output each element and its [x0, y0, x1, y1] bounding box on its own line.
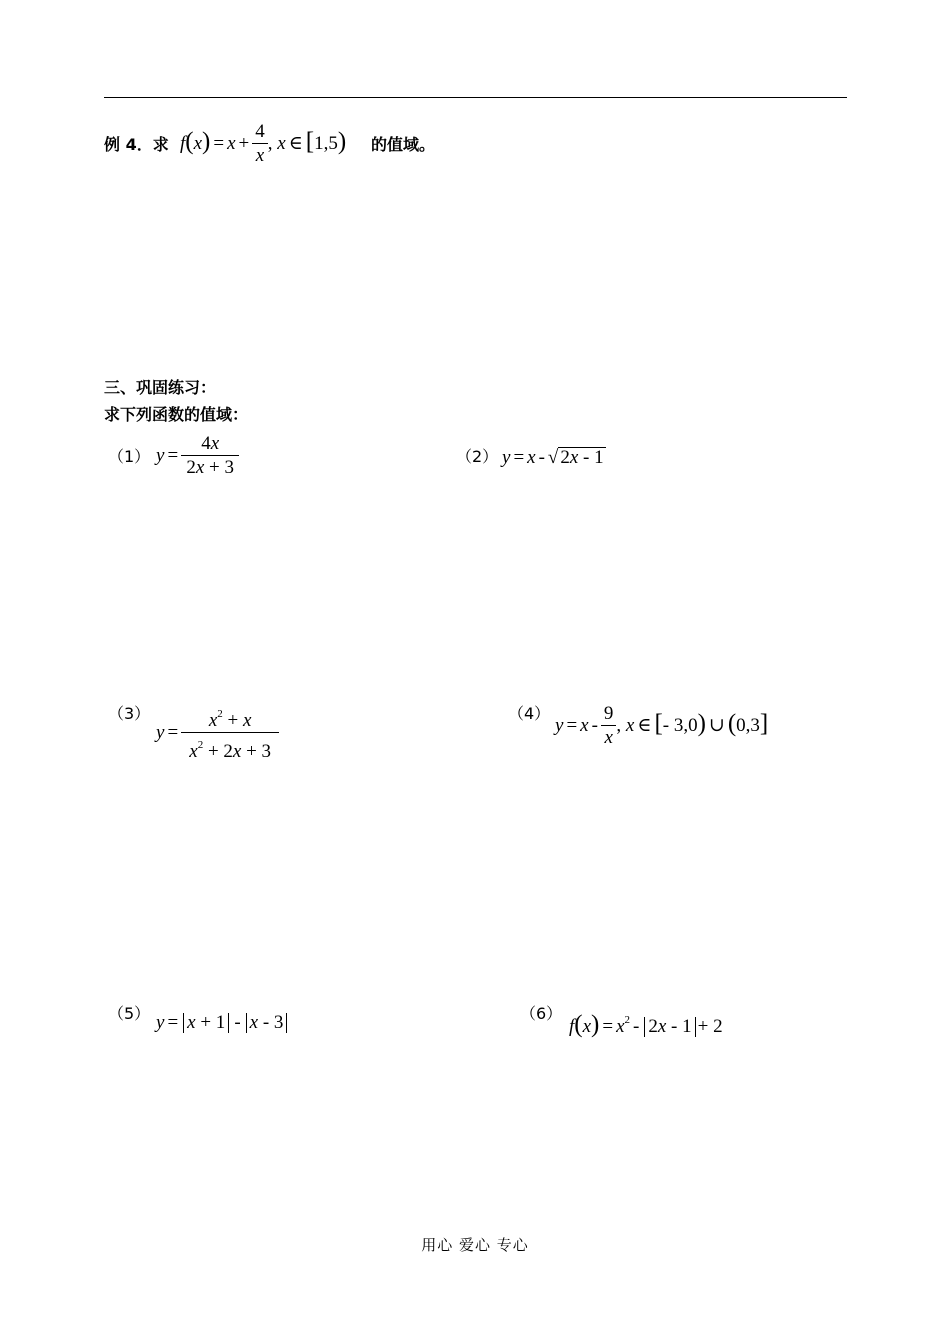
problem-2-label: （2）: [456, 447, 499, 466]
page-footer: 用心 爱心 专心: [421, 1236, 529, 1254]
problem-6-abs: 2x - 1: [644, 1017, 695, 1037]
problem-5-abs-2: x - 3: [246, 1013, 288, 1033]
example-4-label: 例 4．求: [104, 135, 169, 154]
example-4-fraction: $\frac{4}{x}$: [252, 121, 268, 168]
problem-5-formula: y = x + 1 - x - 3: [156, 1012, 289, 1034]
problem-1-formula: y = $\frac{4x}{2x + 3}$: [156, 433, 239, 480]
problem-4-label: （4）: [508, 704, 551, 723]
example-4-formula: f(x) = x + $\frac{4}{x}$ , x ∈ [1,5): [180, 121, 347, 166]
problem-6-formula: $f(x) = x^2 - 2x - 1 + 2$: [569, 1011, 723, 1038]
problem-3-fraction: $\frac{x^2 + x}{x^2 + 2x + 3}$: [181, 703, 279, 764]
problem-6-label: （6）: [520, 1004, 563, 1023]
problem-3-formula: y = $\frac{x^2 + x}{x^2 + 2x + 3}$: [156, 703, 279, 764]
problem-4-formula: y = x - $\frac{9}{x}$ , x ∈ [- 3,0) ∪ (0,3]: [555, 703, 769, 748]
example-4-suffix: 的值域。: [371, 135, 436, 154]
problem-5-abs-1: x + 1: [183, 1013, 229, 1033]
section-instruction: 求下列函数的值域：: [104, 405, 249, 424]
header-rule: [104, 97, 847, 98]
problem-4-fraction: $\frac{9}{x}$: [601, 703, 617, 750]
section-title: 三、巩固练习：: [104, 378, 217, 397]
problem-2-formula: y = x - √ 2x - 1: [502, 447, 604, 468]
problem-3-label: （3）: [108, 704, 151, 723]
problem-2-radicand: 2x - 1: [560, 447, 604, 468]
problem-1-label: （1）: [108, 447, 151, 466]
problem-1-fraction: $\frac{4x}{2x + 3}$: [181, 433, 239, 480]
problem-5-label: （5）: [108, 1004, 151, 1023]
